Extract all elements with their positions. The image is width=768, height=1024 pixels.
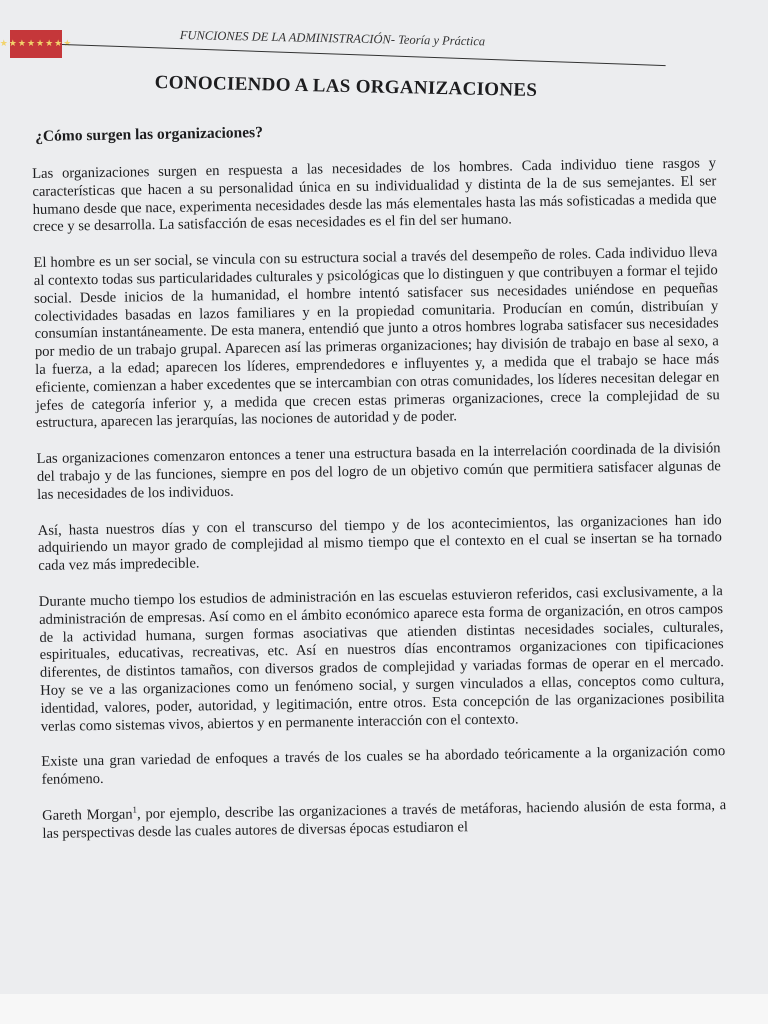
section-heading: ¿Cómo surgen las organizaciones? [35,124,264,145]
paragraph-6: Existe una gran variedad de enfoques a través de los cuales se ha abordado teóricamente a la organización como fenómeno. [41,743,726,789]
publisher-logo: ★★★★★★★★ [10,30,62,58]
paragraph-3: Las organizaciones comenzaron entonces a tener una estructura basada en la interrelación coordinada de la división del trabajo y de las funciones, siempre en pos del logro de un objetivo común que permitiera satisfacer algunas de las necesidades de los individuos. [36,440,721,503]
paragraph-4: Así, hasta nuestros días y con el transcurso del tiempo y de los acontecimientos, las organizaciones han ido adquiriendo un mayor grado de complejidad al mismo tiempo que el contexto en el cual se insertan se ha tornado cada vez más impredecible. [37,511,723,575]
running-header: FUNCIONES DE LA ADMINISTRACIÓN- Teoría y Práctica [179,28,486,49]
paragraph-7 [42,797,726,843]
paragraph-5: Durante mucho tiempo los estudios de administración en las escuelas estuvieron referidos, casi exclusivamente, a la administración de empresas. Así como en el ámbito económico aparece esta forma de organización, en otros campos de la actividad humana, surgen formas asociativas que atienden distintas necesidades sociales, culturales, espirituales, educativas, recreativas, etc. Así en nuestros días encontramos organizaciones con tipificaciones diferentes, de distintos tamaños, con diversos grados de complejidad y variadas formas de operar en el mercado. Hoy se ve a las organizaciones como un fenómeno social, y surgen vinculados a ellas, conceptos como cultura, identidad, valores, poder, autoridad, y legitimación, entre otros. Esta concepción de las organizaciones posibilita verlas como sistemas vivos, abiertos y en permanente interacción con el contexto. [38,583,725,735]
footnote-marker[interactable]: 1 [132,804,138,815]
paragraph-7-text: , por ejemplo, describe las organizaciones a través de metáforas, haciendo alusión de esta forma, a las perspectivas desde las cuales autores de diversas épocas estudiaron el [42,797,727,842]
paragraph-2: El hombre es un ser social, se vincula con su estructura social a través del desempeño de roles. Cada individuo lleva al contexto todas sus particularidades culturales y psicológicas que lo distinguen y que contribuyen a formar el tejido social. Desde inicios de la humanidad, el hombre intentó satisfacer sus necesidades uniéndose en pequeñas colectividades basadas en lazos familiares y en la propiedad comunitaria. Producían en común, distribuían y consumían instantáneamente. De esta manera, entendió que junto a otros hombres lograba satisfacer sus necesidades por medio de un trabajo grupal. Aparecen así las primeras organizaciones; hay división de trabajo en base al sexo, a la fuerza, a la edad; aparecen los líderes, emprendedores e influyentes y, a medida que el trabajo se hace más eficiente, comienzan a haber excedentes que se intercambian con otras comunidades, los líderes necesitan delegar en jefes de categoría inferior y, a medida que crecen estas primeras organizaciones, crece la complejidad de su estructura, aparecen las jerarquías, las nociones de autoridad y de poder. [33,244,720,432]
page-title: CONOCIENDO A LAS ORGANIZACIONES [154,72,538,102]
author-name: Gareth Morgan [42,806,133,824]
body-text [32,155,727,843]
bottom-margin [0,994,768,1024]
paragraph-1: Las organizaciones surgen en respuesta a las necesidades de los hombres. Cada individuo tiene rasgos y características que hacen a su personalidad única en su individualidad y distinta de la de sus semejantes. El ser humano desde que nace, experimenta necesidades desde las más elementales hasta las más sofisticadas a medida que crece y se desarrolla. La satisfacción de esas necesidades es el fin del ser humano. [32,155,717,236]
